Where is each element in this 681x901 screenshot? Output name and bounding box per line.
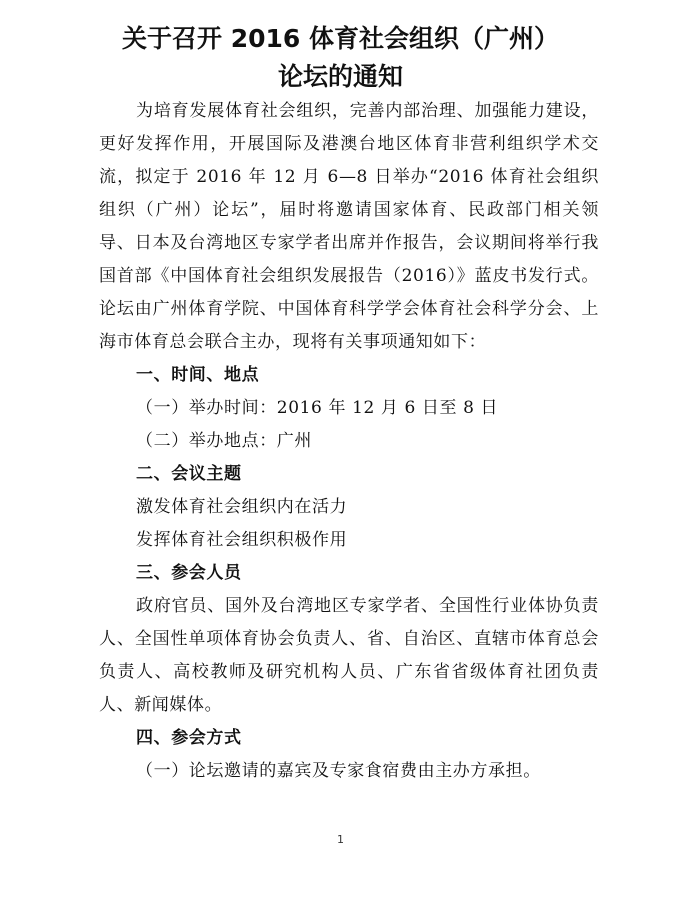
section-heading-theme: 二、会议主题 <box>136 464 242 484</box>
section-heading-attendees: 三、参会人员 <box>136 563 242 583</box>
intro-paragraph: 为培育发展体育社会组织，完善内部治理、加强能力建设，更好发挥作用，开展国际及港澳台地区体育非营利组织学术交流，拟定于 2016 年 12 月 6—8 日举办“2016 体育社会组织组织（广州）论坛”，届时将邀请国家体育、民政部门相关领导、日本及台湾地区专家学者出席并作报告，会议期间将举行我国首部《中国体育社会组织发展报告（2016）》蓝皮书发行式。论坛由广州体育学院、中国体育科学学会体育社会科学分会、上海市体育总会联合主办，现将有关事项通知如下： <box>99 101 599 352</box>
attendees-paragraph: 政府官员、国外及台湾地区专家学者、全国性行业体协负责人、全国性单项体育协会负责人、省、自治区、直辖市体育总会负责人、高校教师及研究机构人员、广东省省级体育社团负责人、新闻媒体。 <box>99 596 599 715</box>
document-title-line-2: 论坛的通知 <box>277 62 403 91</box>
theme-line-2: 发挥体育社会组织积极作用 <box>136 530 348 550</box>
section-heading-attendance-method: 四、参会方式 <box>136 728 242 748</box>
attendance-method-line: （一）论坛邀请的嘉宾及专家食宿费由主办方承担。 <box>136 761 541 781</box>
section-heading-time-place: 一、时间、地点 <box>136 365 260 385</box>
document-title-line-1: 关于召开 2016 体育社会组织（广州） <box>122 24 559 53</box>
theme-line-1: 激发体育社会组织内在活力 <box>136 497 348 517</box>
place-line: （二）举办地点：广州 <box>136 431 312 451</box>
document-body <box>99 95 599 788</box>
time-line: （一）举办时间：2016 年 12 月 6 日至 8 日 <box>136 398 499 418</box>
page-number: 1 <box>337 833 344 846</box>
